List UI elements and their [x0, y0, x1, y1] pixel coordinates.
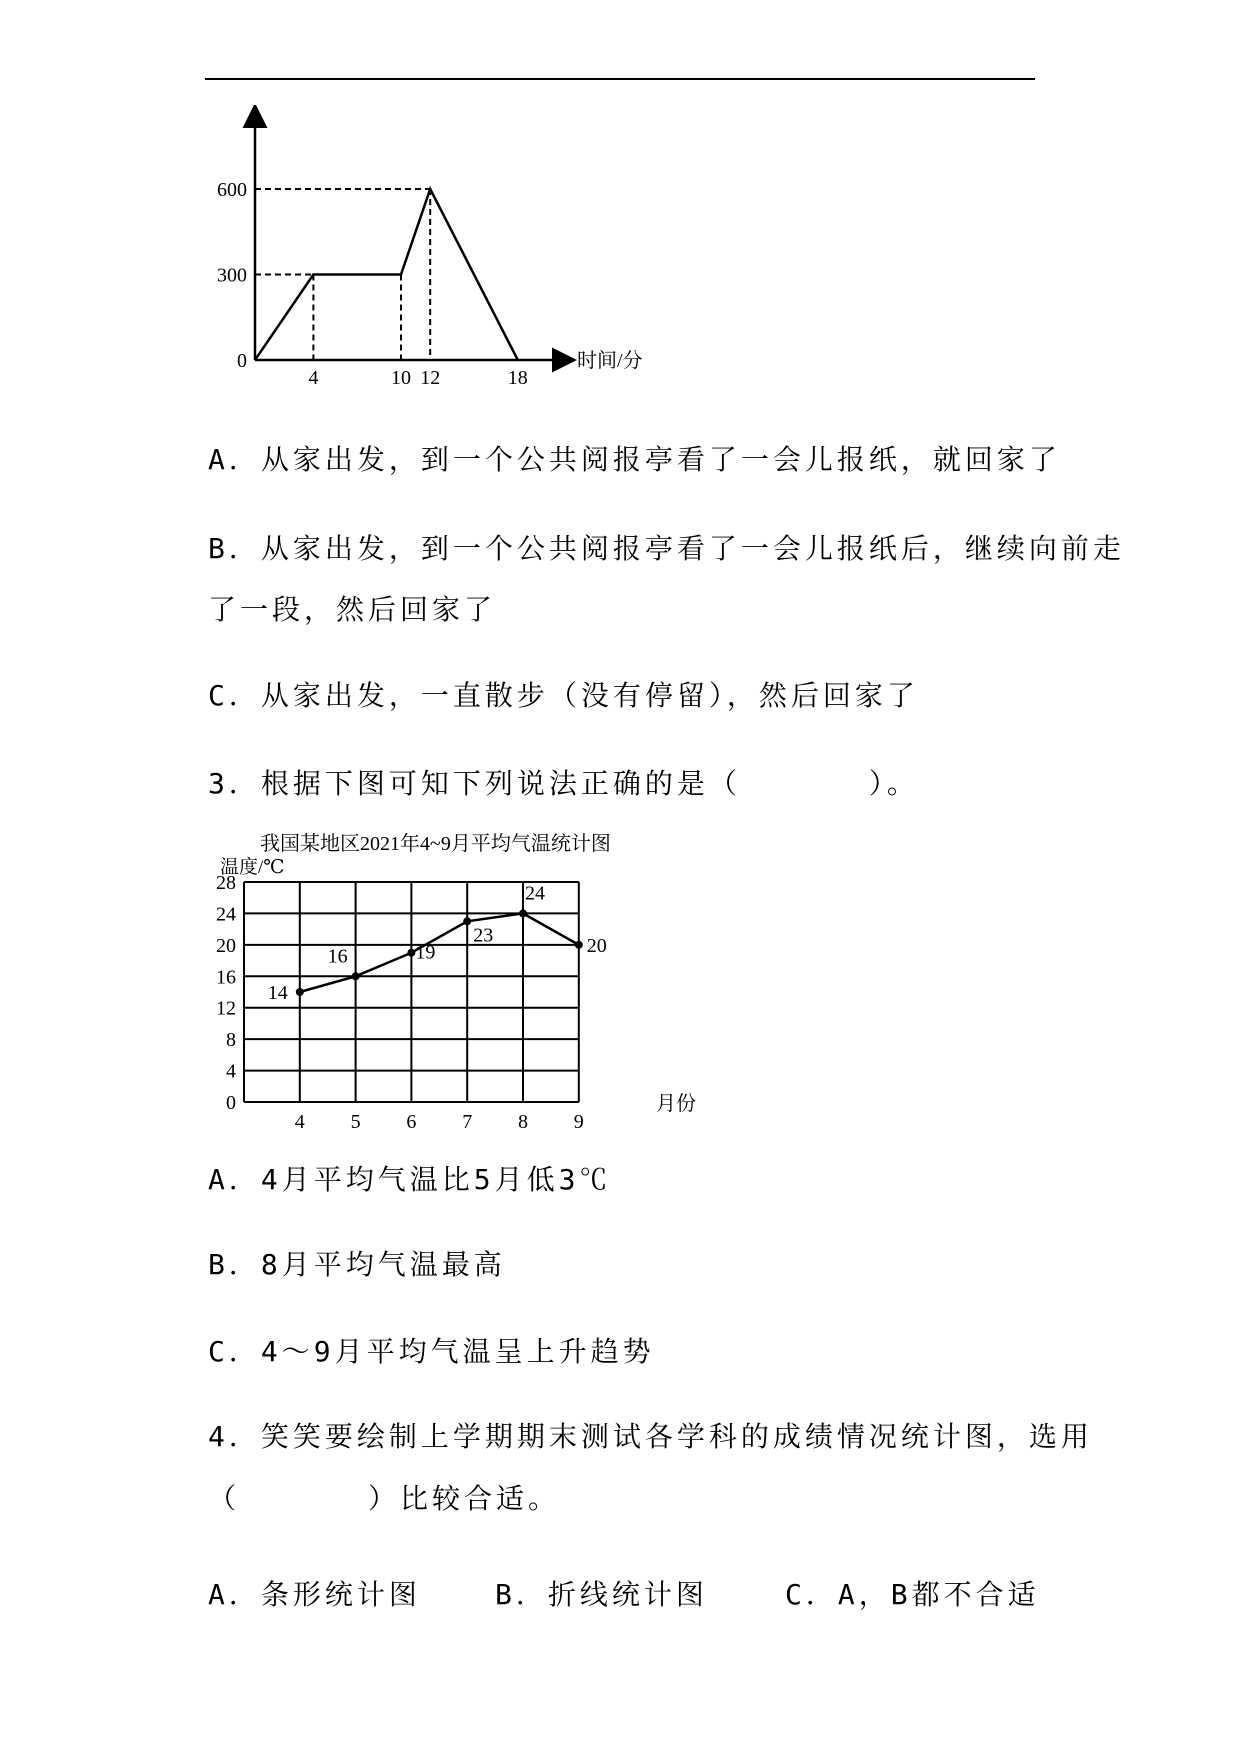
chart-title: 我国某地区2021年4~9月平均气温统计图 [260, 833, 611, 855]
data-label: 14 [267, 982, 288, 1004]
series-line [255, 189, 518, 360]
data-point [519, 909, 527, 917]
x-tick-label: 5 [350, 1111, 361, 1128]
q2-option-c: C．从家出发，一直散步（没有停留），然后回家了 [208, 679, 919, 712]
data-label: 16 [327, 945, 348, 968]
x-tick-label: 10 [391, 367, 411, 385]
header-rule [205, 78, 1035, 80]
y-tick-label: 16 [216, 966, 236, 989]
q2-option-a: A．从家出发，到一个公共阅报亭看了一会儿报纸，就回家了 [208, 443, 1061, 476]
x-tick-label: 4 [294, 1111, 305, 1128]
x-tick-label: 18 [507, 367, 528, 385]
x-tick-label: 12 [420, 367, 441, 385]
data-point [575, 941, 583, 949]
y-tick-label: 24 [216, 903, 236, 926]
distance-time-chart [200, 105, 680, 385]
q3-option-c: C．4～9月平均气温呈上升趋势 [208, 1335, 655, 1368]
temperature-chart [210, 828, 710, 1128]
data-point [352, 972, 360, 980]
y-tick-label: 12 [216, 997, 236, 1020]
data-point [517, 360, 518, 361]
y-tick-label: 4 [226, 1060, 236, 1083]
q4-stem-line1: 4．笑笑要绘制上学期期末测试各学科的成绩情况统计图，选用 [208, 1420, 1093, 1453]
x-tick-label: 9 [573, 1111, 584, 1128]
data-point [463, 917, 471, 925]
q2-option-b: B．从家出发，到一个公共阅报亭看了一会儿报纸后，继续向前走 [208, 532, 1125, 565]
data-label: 19 [415, 941, 436, 964]
y-tick-label: 8 [226, 1029, 236, 1052]
data-label: 20 [586, 934, 607, 957]
x-axis-label: 月份 [656, 1093, 696, 1115]
x-tick-label: 7 [462, 1111, 473, 1128]
data-point [407, 949, 415, 957]
q4-option-b: B．折线统计图 [495, 1578, 708, 1611]
q3-option-a: A．4月平均气温比5月低3℃ [208, 1163, 612, 1196]
q4-stem-line2: （ ）比较合适。 [208, 1482, 561, 1515]
x-tick-label: 8 [518, 1111, 528, 1128]
q3-stem: 3．根据下图可知下列说法正确的是（ ）。 [208, 767, 919, 800]
y-axis-label: 温度/℃ [220, 857, 285, 878]
data-point [313, 274, 314, 275]
x-axis-label: 时间/分 [577, 350, 643, 372]
x-tick-label: 4 [308, 367, 319, 385]
data-label: 23 [473, 924, 494, 947]
y-tick-label: 20 [216, 934, 236, 957]
data-label: 24 [525, 882, 545, 905]
q3-option-b: B．8月平均气温最高 [208, 1248, 506, 1281]
data-point [296, 988, 304, 996]
data-point [255, 360, 256, 361]
y-tick-label: 600 [217, 179, 247, 201]
y-tick-label: 28 [216, 872, 236, 894]
y-tick-label: 0 [237, 350, 247, 372]
x-tick-label: 6 [406, 1111, 417, 1128]
y-tick-label: 0 [226, 1092, 236, 1114]
q4-option-c: C．A，B都不合适 [785, 1578, 1040, 1611]
q2-option-b-cont: 了一段，然后回家了 [208, 593, 497, 626]
data-point [401, 274, 402, 275]
q4-option-a: A．条形统计图 [208, 1578, 421, 1611]
y-tick-label: 300 [217, 264, 247, 287]
data-point [430, 189, 431, 190]
